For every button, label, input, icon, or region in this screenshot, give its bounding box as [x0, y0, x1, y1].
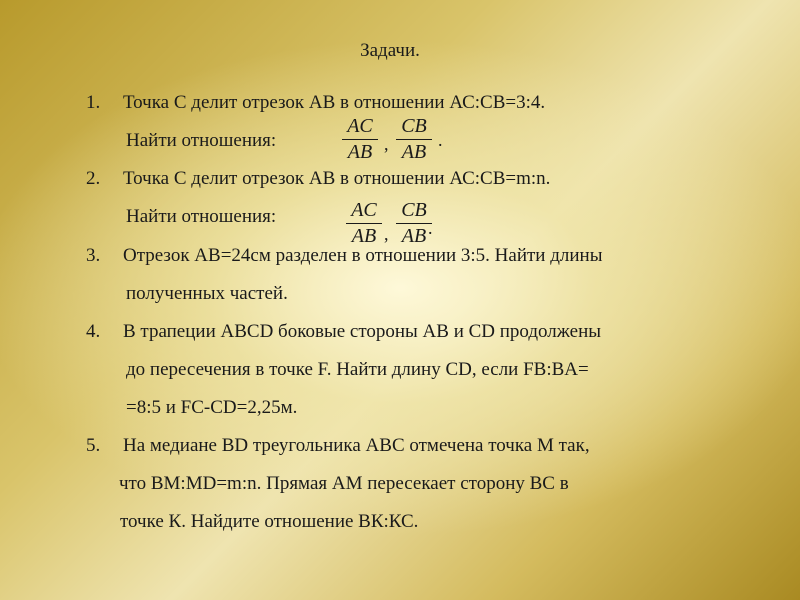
problem-number: 5. [86, 435, 101, 456]
fraction-separator: , [384, 134, 389, 154]
problem-number: 4. [86, 321, 101, 342]
fraction-separator: , [384, 224, 389, 244]
problem-text-line: Точка С делит отрезок АВ в отношении АС:СВ=m:n. [123, 168, 551, 189]
fraction [392, 116, 436, 166]
problem-text-line: Точка С делит отрезок АВ в отношении АС:СВ=3:4. [123, 92, 546, 113]
slide-title: Задачи. [360, 40, 420, 61]
problem-text-line: На медиане ВD треугольника АВС отмечена точка М так, [123, 435, 590, 456]
problem-text-line: Отрезок АВ=24см разделен в отношении 3:5. Найти длины [123, 245, 603, 266]
problem-text-line: что ВМ:МD=m:n. Прямая АМ пересекает сторону ВС в [119, 473, 569, 494]
fraction-numerator: AC [351, 199, 377, 221]
problem-number: 3. [86, 245, 101, 266]
fraction-denominator: AB [347, 141, 373, 163]
fraction-bar [396, 223, 432, 224]
problem-text-line: полученных частей. [126, 283, 288, 304]
problem-text-line: до пересечения в точке F. Найти длину CD, если FB:BA= [126, 359, 589, 380]
fraction-bar [396, 139, 432, 140]
fraction-numerator: AC [347, 115, 373, 137]
problem-text-line: Найти отношения: [126, 206, 277, 227]
fraction [338, 116, 382, 166]
problem-number: 2. [86, 168, 101, 189]
problem-text-line: точке К. Найдите отношение ВК:КС. [120, 511, 419, 532]
problem-number: 1. [86, 92, 101, 113]
fraction-bar [342, 139, 378, 140]
fraction-bar [346, 223, 382, 224]
problem-text-line: Найти отношения: [126, 130, 277, 151]
fraction-terminator: . [428, 218, 433, 238]
fraction-denominator: AB [351, 225, 377, 247]
fraction-numerator: CB [401, 115, 427, 137]
fraction-denominator: AB [401, 141, 427, 163]
fraction-numerator: CB [401, 199, 427, 221]
fraction-terminator: . [438, 130, 443, 150]
fraction [342, 200, 386, 250]
fraction-group [338, 116, 458, 168]
problem-text-line: В трапеции АВСD боковые стороны АВ и СD продолжены [123, 321, 602, 342]
problem-text-line: =8:5 и FC-CD=2,25м. [126, 397, 298, 418]
fraction-denominator: AB [401, 225, 427, 247]
